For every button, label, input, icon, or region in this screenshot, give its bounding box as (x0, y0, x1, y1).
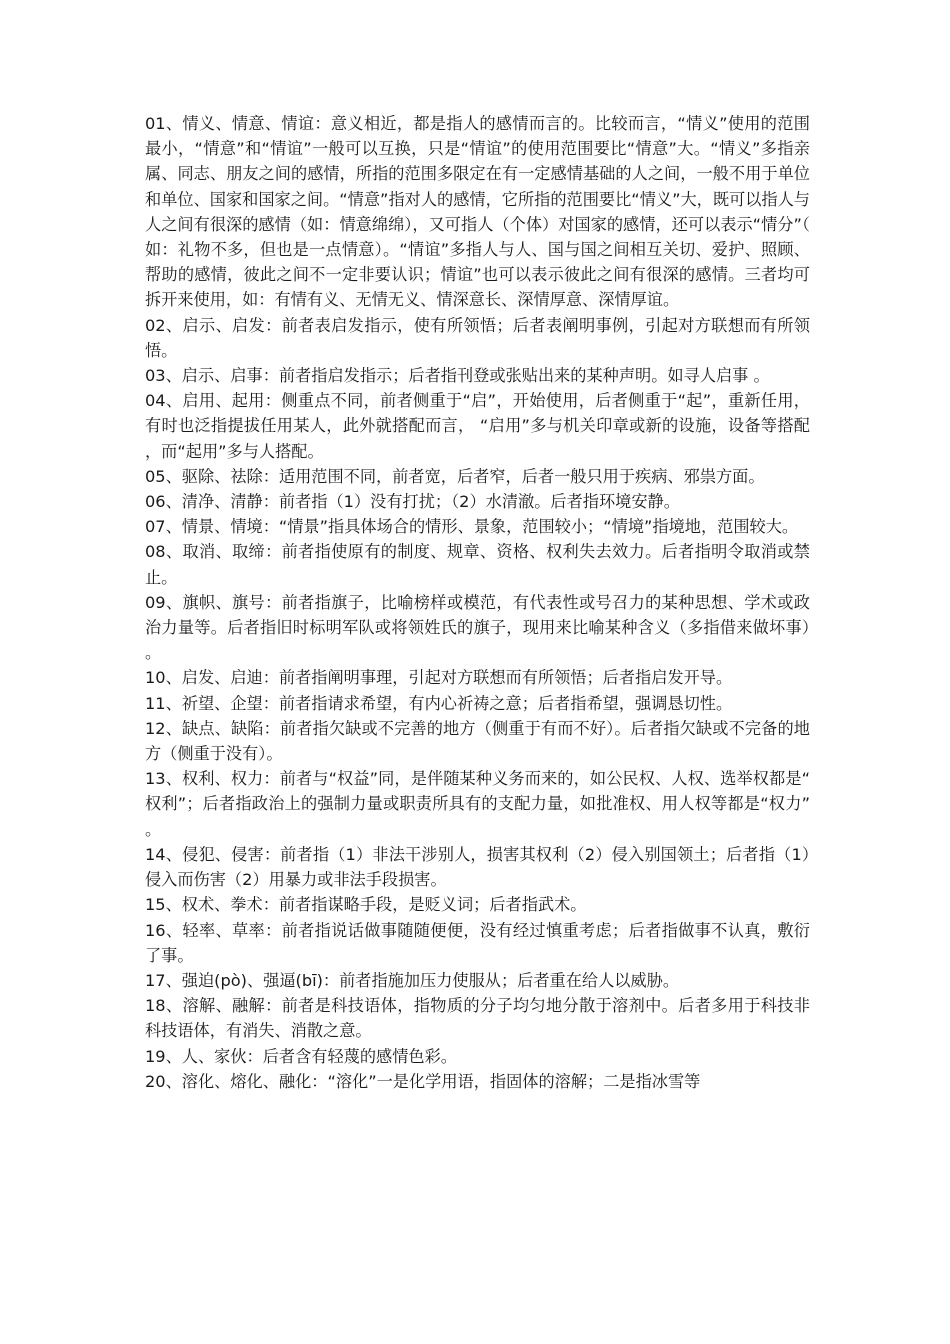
entry-11: 11、祈望、企望：前者指请求希望，有内心祈祷之意；后者指希望，强调恳切性。 (145, 693, 733, 713)
entry-18: 18、溶解、融解：前者是科技语体，指物质的分子均匀地分散于溶剂中。后者多用于科技非科技语体，有消失、消散之意。 (145, 996, 810, 1041)
entry-09: 09、旗帜、旗号：前者指旗子，比喻榜样或模范，有代表性或号召力的某种思想、学术或政治力量等。后者指旧时标明军队或将领姓氏的旗子，现用来比喻某种含义（多指借来做坏事）。 (145, 592, 810, 663)
entry-20: 20、溶化、熔化、融化：“溶化”一是化学用语，指固体的溶解；二是指冰雪等 (145, 1071, 701, 1091)
entry-02: 02、启示、启发：前者表启发指示，使有所领悟；后者表阐明事例，引起对方联想而有所领悟。 (145, 315, 810, 360)
entry-03: 03、启示、启事：前者指启发指示；后者指刊登或张贴出来的某种声明。如寻人启事 。 (145, 366, 770, 386)
entry-19: 19、人、家伙：后者含有轻蔑的感情色彩。 (145, 1046, 457, 1066)
entry-05: 05、驱除、祛除：适用范围不同，前者宽，后者窄，后者一般只用于疾病、邪祟方面。 (145, 466, 765, 486)
entry-16: 16、轻率、草率：前者指说话做事随随便便，没有经过慎重考虑；后者指做事不认真，敷衍了事。 (145, 920, 810, 965)
entry-01: 01、情义、情意、情谊：意义相近，都是指人的感情而言的。比较而言，“情义”使用的范围最小，“情意”和“情谊”一般可以互换，只是“情谊”的使用范围要比“情意”大。“情义”多指亲属、同志、朋友之间的感情，所指的范围多限定在有一定感情基础的人之间，一般不用于单位和单位、国家和国家之间。“情意”指对人的感情，它所指的范围要比“情义”大，既可以指人与人之间有很深的感情（如：情意绵绵），又可指人（个体）对国家的感情，还可以表示“情分”（如：礼物不多，但也是一点情意）。“情谊”多指人与人、国与国之间相互关切、爱护、照顾、帮助的感情，彼此之间不一定非要认识；情谊”也可以表示彼此之间有很深的感情。三者均可拆开来使用，如：有情有义、无情无义、情深意长、深情厚意、深情厚谊。 (145, 114, 810, 310)
entry-07: 07、情景、情境：“情景”指具体场合的情形、景象，范围较小；“情境”指境地，范围较大。 (145, 517, 799, 537)
entry-17: 17、强迫(pò)、强逼(bī)：前者指施加压力使服从；后者重在给人以威胁。 (145, 970, 680, 990)
entry-13: 13、权利、权力：前者与“权益”同，是伴随某种义务而来的，如公民权、人权、选举权都是“权利”；后者指政治上的强制力量或职责所具有的支配力量，如批准权、用人权等都是“权力”。 (145, 769, 810, 839)
entry-04: 04、启用、起用：侧重点不同，前者侧重于“启”，开始使用，后者侧重于“起”，重新任用，有时也泛指提拔任用某人，此外就搭配而言， “启用”多与机关印章或新的设施，设备等搭配，而“起用”多与人搭配。 (145, 391, 810, 461)
entry-06: 06、清净、清静：前者指（1）没有打扰；（2）水清澈。后者指环境安静。 (145, 492, 680, 512)
entry-12: 12、缺点、缺陷：前者指欠缺或不完善的地方（侧重于有而不好）。后者指欠缺或不完备的地方（侧重于没有）。 (145, 718, 810, 764)
entry-10: 10、启发、启迪：前者指阐明事理，引起对方联想而有所领悟；后者指启发开导。 (145, 668, 733, 688)
document-body (145, 111, 810, 1094)
entry-15: 15、权术、拳术：前者指谋略手段，是贬义词；后者指武术。 (145, 895, 587, 915)
entry-14: 14、侵犯、侵害：前者指（1）非法干涉别人，损害其权利（2）侵入别国领土；后者指（1）侵入而伤害（2）用暴力或非法手段损害。 (145, 844, 810, 890)
entry-08: 08、取消、取缔：前者指使原有的制度、规章、资格、权利失去效力。后者指明令取消或禁止。 (145, 542, 810, 587)
